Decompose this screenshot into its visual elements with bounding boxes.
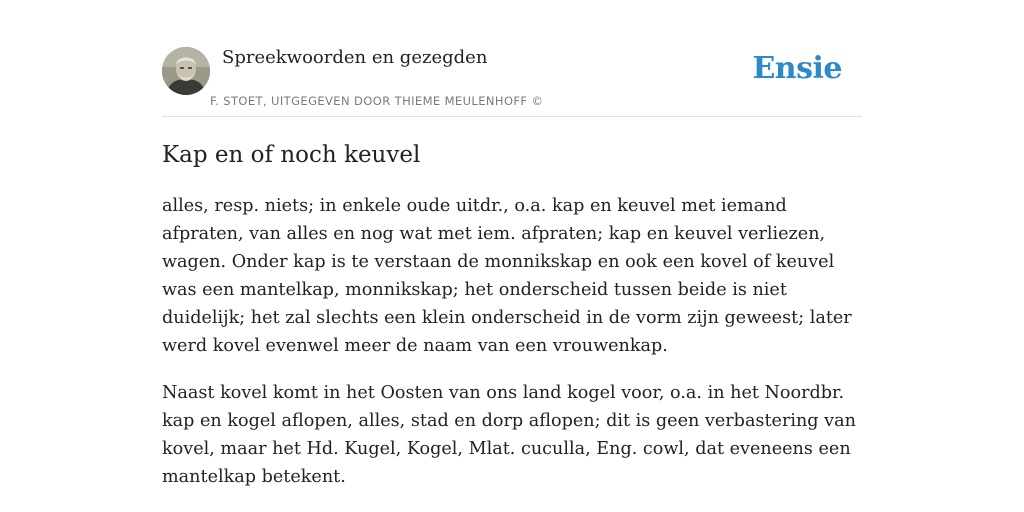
entry-paragraph: Naast kovel komt in het Oosten van ons land kogel voor, o.a. in het Noordbr. kap en kogel aflopen, alles, stad en dorp aflopen; dit is geen verbastering van kovel, maar het Hd. Kugel, Kogel, Mlat. cuculla, Eng. cowl, dat eveneens een mantelkap betekent.	[162, 383, 856, 487]
entry-title: Kap en of noch keuvel	[162, 142, 421, 168]
page-container	[162, 0, 862, 487]
author-portrait-icon	[162, 47, 210, 95]
entry-body	[162, 192, 862, 510]
ensie-logo[interactable]: Ensie	[752, 51, 842, 86]
source-header	[162, 0, 862, 117]
entry-paragraph: alles, resp. niets; in enkele oude uitdr., o.a. kap en keuvel met iemand afpraten, van alles en nog wat met iem. afpraten; kap en keuvel verliezen, wagen. Onder kap is te verstaan de monnikskap en ook een kovel of keuvel was een mantelkap, monnikskap; het onderscheid tussen beide is niet duidelijk; het zal slechts een klein onderscheid in de vorm zijn geweest; later werd kovel evenwel meer de naam van een vrouwenkap.	[162, 196, 852, 356]
publisher-credit: F. STOET, UITGEGEVEN DOOR THIEME MEULENHOFF ©	[210, 94, 544, 108]
book-title[interactable]: Spreekwoorden en gezegden	[222, 47, 488, 68]
